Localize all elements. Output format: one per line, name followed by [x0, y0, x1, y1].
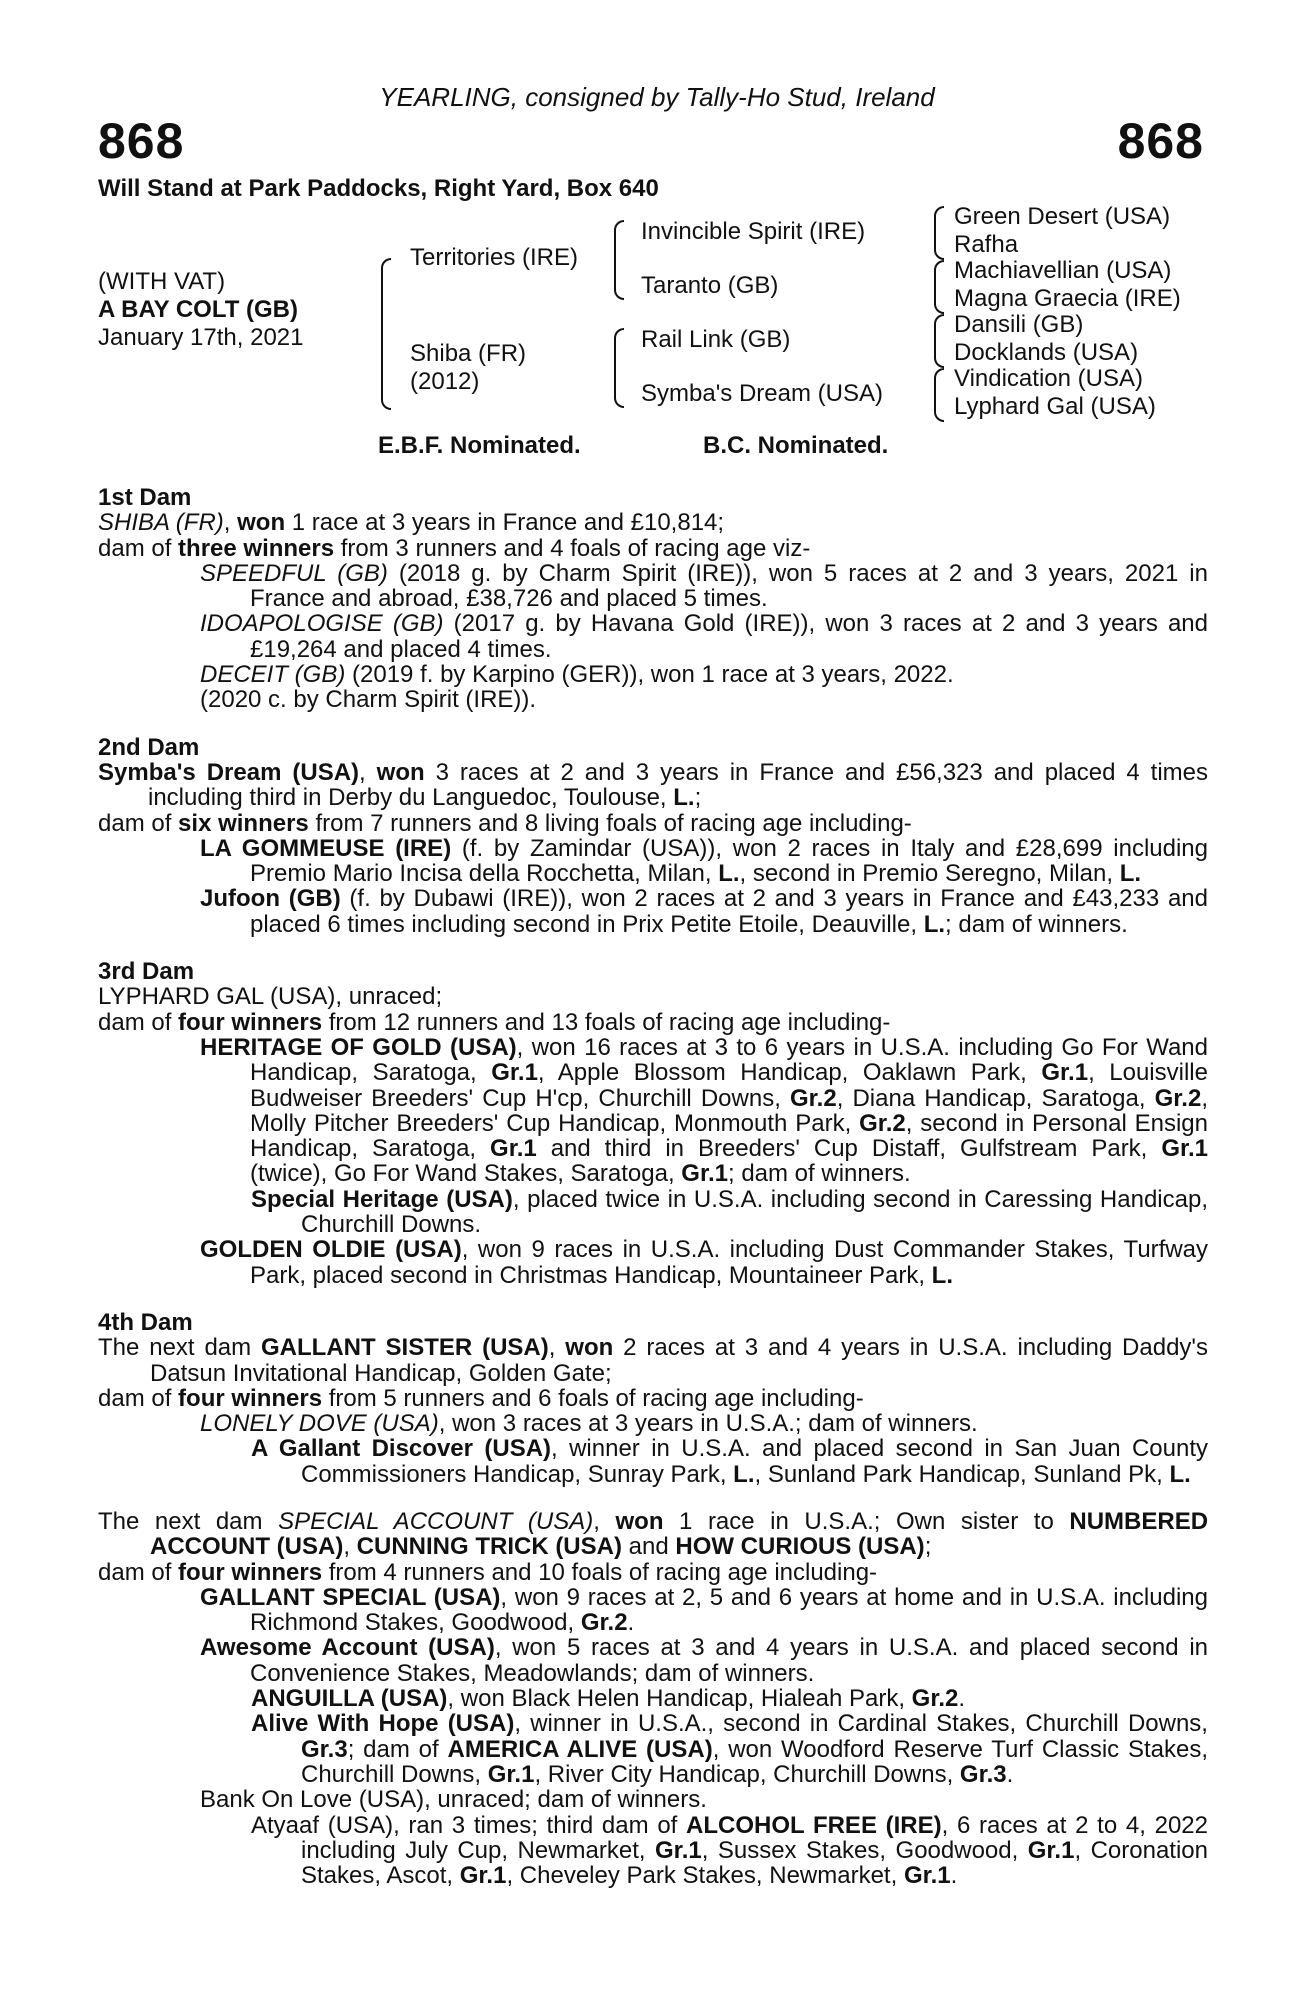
produce-a-gallant-discover: A Gallant Discover (USA), winner in U.S.A. and placed second in San Juan County Commissioners Handicap, Sunray Park, L., Sunland Park Handicap, Sunland Pk, L.	[251, 1435, 1209, 1488]
fourth-dam-line: The next dam GALLANT SISTER (USA), won 2 races at 3 and 4 years in U.S.A. including Daddy's Datsun Invitational Handicap, Golden Gate;	[98, 1334, 1209, 1387]
first-dam-heading: 1st Dam	[98, 484, 192, 511]
produce-bank-on-love: Bank On Love (USA), unraced; dam of winners.	[200, 1786, 707, 1814]
produce-atyaaf: Atyaaf (USA), ran 3 times; third dam of ALCOHOL FREE (IRE), 6 races at 2 to 4, 2022 including July Cup, Newmarket, Gr.1, Sussex Stakes, Goodwood, Gr.1, Coronation Stakes, Ascot, Gr.1, Cheveley Park Stakes, Newmarket, Gr.1.	[251, 1811, 1208, 1890]
second-dam-produce: dam of six winners from 7 runners and 8 living foals of racing age including-	[98, 809, 912, 837]
dam-sire: Rail Link (GB)	[641, 326, 791, 353]
lot-number-left: 868	[98, 113, 185, 169]
ebf-nomination: E.B.F. Nominated.	[378, 432, 581, 459]
dam-dam: Symba's Dream (USA)	[641, 380, 883, 407]
fourth-dam-heading: 4th Dam	[98, 1308, 193, 1336]
produce-la-gommeuse: LA GOMMEUSE (IRE) (f. by Zamindar (USA)), won 2 races in Italy and £28,699 including Premio Mario Incisa della Rocchetta, Milan, L., second in Premio Seregno, Milan, L.	[200, 834, 1208, 888]
produce-golden-oldie: GOLDEN OLDIE (USA), won 9 races in U.S.A. including Dust Commander Stakes, Turfway Park, placed second in Christmas Handicap, Mountaineer Park, L.	[200, 1236, 1208, 1289]
stand-location: Will Stand at Park Paddocks, Right Yard, Box 640	[98, 175, 659, 202]
horse-name: A BAY COLT (GB)	[98, 296, 299, 323]
pedigree-brace-main	[381, 258, 391, 410]
fifth-dam-line: The next dam SPECIAL ACCOUNT (USA), won 1 race in U.S.A.; Own sister to NUMBERED ACCOUNT (USA), CUNNING TRICK (USA) and HOW CURIOUS (USA);	[98, 1507, 1209, 1561]
grandsire-3: Dansili (GB)	[954, 311, 1084, 338]
pedigree-brace-g2	[934, 260, 944, 314]
produce-alive-with-hope: Alive With Hope (USA), winner in U.S.A., second in Cardinal Stakes, Churchill Downs, Gr.3; dam of AMERICA ALIVE (USA), won Woodford Reserve Turf Classic Stakes, Churchill Downs, Gr.1, River City Handicap, Churchill Downs, Gr.3.	[251, 1710, 1209, 1788]
sire-dam: Taranto (GB)	[641, 272, 779, 299]
fifth-dam-produce: dam of four winners from 4 runners and 10 foals of racing age including-	[98, 1558, 878, 1586]
produce-awesome-account: Awesome Account (USA), won 5 races at 3 and 4 years in U.S.A. and placed second in Convenience Stakes, Meadowlands; dam of winners.	[200, 1634, 1208, 1687]
granddam-2: Magna Graecia (IRE)	[954, 285, 1181, 312]
fourth-dam-produce: dam of four winners from 5 runners and 6 foals of racing age including-	[98, 1384, 864, 1412]
sire-sire: Invincible Spirit (IRE)	[641, 218, 866, 245]
dam-year: (2012)	[410, 368, 480, 395]
sire-name: Territories (IRE)	[410, 244, 579, 271]
foaling-date: January 17th, 2021	[98, 324, 304, 351]
produce-deceit: DECEIT (GB) (2019 f. by Karpino (GER)), won 1 race at 3 years, 2022.	[200, 661, 954, 689]
bc-nomination: B.C. Nominated.	[703, 432, 889, 459]
pedigree-brace-g3	[934, 314, 944, 368]
second-dam-heading: 2nd Dam	[98, 733, 200, 761]
third-dam-line: LYPHARD GAL (USA), unraced;	[98, 983, 443, 1011]
lot-number-right: 868	[1117, 113, 1204, 169]
produce-idoapologise: IDOAPOLOGISE (GB) (2017 g. by Havana Gold (IRE)), won 3 races at 2 and 3 years and £19,264 and placed 4 times.	[200, 610, 1209, 663]
dam-name: Shiba (FR)	[410, 340, 527, 367]
grandsire-4: Vindication (USA)	[954, 365, 1143, 392]
produce-special-heritage: Special Heritage (USA), placed twice in U.S.A. including second in Caressing Handicap, Churchill Downs.	[251, 1185, 1208, 1239]
produce-heritage-of-gold: HERITAGE OF GOLD (USA), won 16 races at 3 to 6 years in U.S.A. including Go For Wand Handicap, Saratoga, Gr.1, Apple Blossom Handicap, Oaklawn Park, Gr.1, Louisville Budweiser Breeders' Cup H'cp, Churchill Downs, Gr.2, Diana Handicap, Saratoga, Gr.2, Molly Pitcher Breeders' Cup Handicap, Monmouth Park, Gr.2, second in Personal Ensign Handicap, Saratoga, Gr.1 and third in Breeders' Cup Distaff, Gulfstream Park, Gr.1 (twice), Go For Wand Stakes, Saratoga, Gr.1; dam of winners.	[200, 1033, 1209, 1188]
pedigree-brace-g4	[934, 368, 944, 422]
grandsire-2: Machiavellian (USA)	[954, 257, 1172, 284]
produce-gallant-special: GALLANT SPECIAL (USA), won 9 races at 2, 5 and 6 years at home and in U.S.A. including Richmond Stakes, Goodwood, Gr.2.	[200, 1583, 1208, 1637]
third-dam-produce: dam of four winners from 12 runners and 13 foals of racing age including-	[98, 1008, 891, 1036]
produce-anguilla: ANGUILLA (USA), won Black Helen Handicap, Hialeah Park, Gr.2.	[251, 1685, 966, 1713]
pedigree-brace-dam	[614, 328, 624, 408]
third-dam-heading: 3rd Dam	[98, 958, 195, 986]
consignment-line: YEARLING, consigned by Tally-Ho Stud, Ireland	[379, 82, 935, 112]
produce-jufoon: Jufoon (GB) (f. by Dubawi (IRE)), won 2 races at 2 and 3 years in France and £43,233 and placed 6 times including second in Prix Petite Etoile, Deauville, L.; dam of winners.	[200, 885, 1208, 938]
granddam-1: Rafha	[954, 231, 1019, 258]
granddam-3: Docklands (USA)	[954, 339, 1139, 366]
first-dam-line: SHIBA (FR), won 1 race at 3 years in France and £10,814;	[98, 509, 725, 537]
produce-2020: (2020 c. by Charm Spirit (IRE)).	[200, 686, 537, 714]
produce-speedful: SPEEDFUL (GB) (2018 g. by Charm Spirit (IRE)), won 5 races at 2 and 3 years, 2021 in France and abroad, £38,726 and placed 5 times.	[200, 559, 1208, 613]
vat-note: (WITH VAT)	[98, 268, 226, 295]
granddam-4: Lyphard Gal (USA)	[954, 393, 1156, 420]
first-dam-produce: dam of three winners from 3 runners and 4 foals of racing age viz-	[98, 534, 811, 562]
produce-lonely-dove: LONELY DOVE (USA), won 3 races at 3 years in U.S.A.; dam of winners.	[200, 1410, 978, 1438]
pedigree-brace-g1	[934, 206, 944, 260]
pedigree-brace-sire	[614, 220, 624, 300]
grandsire-1: Green Desert (USA)	[954, 203, 1171, 230]
second-dam-line: Symba's Dream (USA), won 3 races at 2 and 3 years in France and £56,323 and placed 4 times including third in Derby du Languedoc, Toulouse, L.;	[98, 758, 1208, 812]
catalogue-body	[98, 485, 1208, 1888]
